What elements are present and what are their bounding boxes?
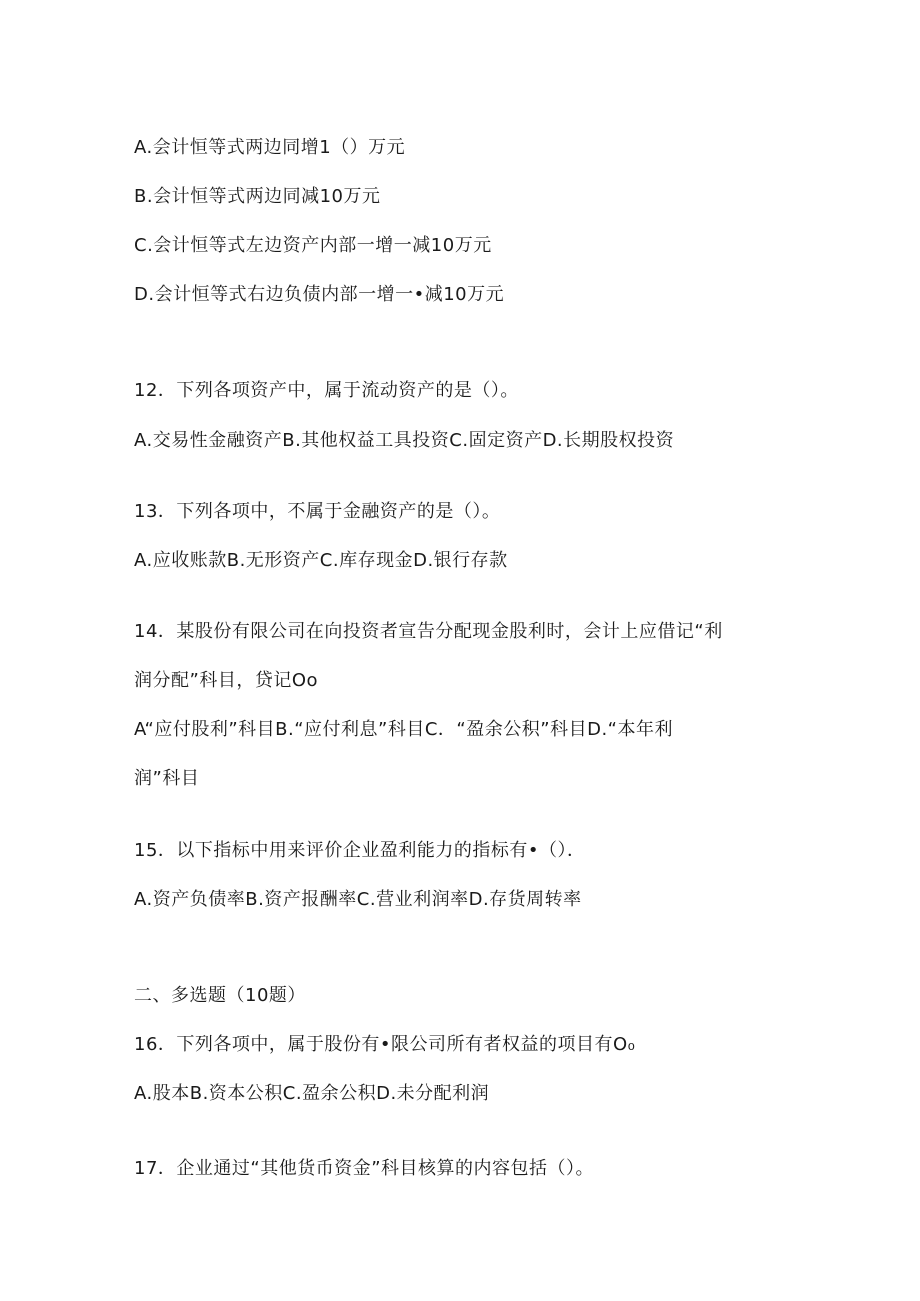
question-13-options: A.应收账款B.无形资产C.库存现金D.银行存款: [134, 550, 508, 571]
option-b-line: B.会计恒等式两边同减10万元: [134, 186, 381, 207]
question-14-options: A“应付股利”科目B.“应付利息”科目C．“盈余公积”科目D.“本年利: [134, 719, 673, 740]
question-16: 16．下列各项中，属于股份有•限公司所有者权益的项目有O₀: [134, 1034, 636, 1055]
question-17: 17．企业通过“其他货币资金”科目核算的内容包括（）。: [134, 1158, 595, 1179]
option-a-line: A.会计恒等式两边同增1（）万元: [134, 137, 406, 158]
section-heading: 二、多选题（10题）: [134, 985, 306, 1006]
question-12-options: A.交易性金融资产B.其他权益工具投资C.固定资产D.长期股权投资: [134, 430, 675, 451]
question-15: 15．以下指标中用来评价企业盈利能力的指标有•（）．: [134, 840, 586, 861]
question-14: 14．某股份有限公司在向投资者宣告分配现金股利时，会计上应借记“利: [134, 621, 723, 642]
question-15-options: A.资产负债率B.资产报酬率C.营业利润率D.存货周转率: [134, 889, 582, 910]
question-14-options-continued: 润”科目: [134, 768, 200, 789]
question-14-continued: 润分配”科目，贷记Oo: [134, 670, 319, 691]
question-12: 12．下列各项资产中，属于流动资产的是（）。: [134, 380, 519, 401]
question-13: 13．下列各项中，不属于金融资产的是（）。: [134, 501, 501, 522]
option-d-line: D.会计恒等式右边负债内部一增一•减10万元: [134, 284, 505, 305]
option-c-line: C.会计恒等式左边资产内部一增一减10万元: [134, 235, 492, 256]
question-16-options: A.股本B.资本公积C.盈余公积D.未分配利润: [134, 1083, 490, 1104]
